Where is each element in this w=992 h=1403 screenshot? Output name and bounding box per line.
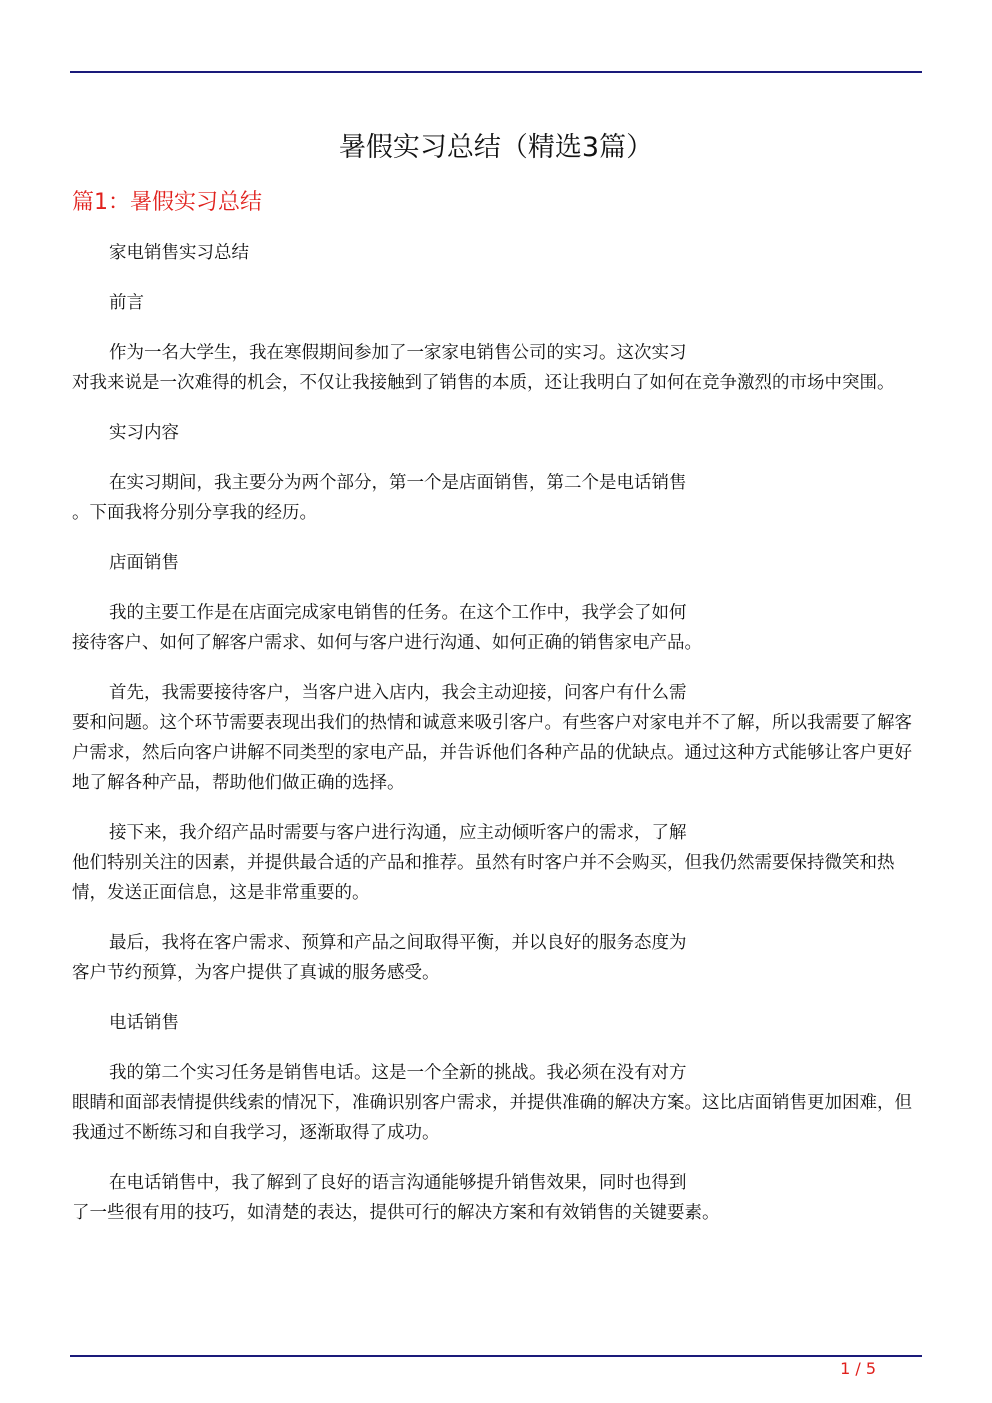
paragraph [72, 818, 914, 908]
paragraph-first-line: 在实习期间，我主要分为两个部分，第一个是店面销售，第二个是电话销售 [109, 473, 687, 493]
footer-rule [70, 1355, 922, 1357]
paragraph [72, 468, 914, 528]
paragraph-continuation: 。下面我将分别分享我的经历。 [72, 503, 317, 523]
document-body [72, 238, 914, 1248]
paragraph-continuation: 客户节约预算，为客户提供了真诚的服务感受。 [72, 963, 440, 983]
paragraph-continuation: 接待客户、如何了解客户需求、如何与客户进行沟通、如何正确的销售家电产品。 [72, 633, 702, 653]
paragraph [72, 338, 914, 398]
paragraph [72, 598, 914, 658]
paragraph-first-line: 在电话销售中，我了解到了良好的语言沟通能够提升销售效果，同时也得到 [109, 1173, 687, 1193]
document-title: 暑假实习总结（精选3篇） [338, 132, 654, 163]
heading-store-sales: 店面销售 [109, 553, 179, 573]
heading-phone-sales: 电话销售 [109, 1013, 179, 1033]
paragraph-continuation: 要和问题。这个环节需要表现出我们的热情和诚意来吸引客户。有些客户对家电并不了解，所以我需要了解客户需求，然后向客户讲解不同类型的家电产品，并告诉他们各种产品的优缺点。通过这种方式能够让客户更好地了解各种产品，帮助他们做正确的选择。 [72, 713, 912, 793]
paragraph [72, 1058, 914, 1148]
page-number: 1 / 5 [840, 1359, 876, 1378]
section-title: 篇1：暑假实习总结 [72, 190, 262, 215]
header-rule [70, 71, 922, 73]
paragraph-first-line: 最后，我将在客户需求、预算和产品之间取得平衡，并以良好的服务态度为 [109, 933, 687, 953]
paragraph-continuation: 了一些很有用的技巧，如清楚的表达，提供可行的解决方案和有效销售的关键要素。 [72, 1203, 720, 1223]
paragraph [72, 678, 914, 798]
paragraph-continuation: 他们特别关注的因素，并提供最合适的产品和推荐。虽然有时客户并不会购买，但我仍然需要保持微笑和热情，发送正面信息，这是非常重要的。 [72, 853, 895, 903]
paragraph [72, 1168, 914, 1228]
paragraph-first-line: 我的主要工作是在店面完成家电销售的任务。在这个工作中，我学会了如何 [109, 603, 687, 623]
paragraph-first-line: 作为一名大学生，我在寒假期间参加了一家家电销售公司的实习。这次实习 [109, 343, 687, 363]
heading-preface: 前言 [109, 293, 144, 313]
paragraph-first-line: 接下来，我介绍产品时需要与客户进行沟通，应主动倾听客户的需求，了解 [109, 823, 687, 843]
paragraph-continuation: 眼睛和面部表情提供线索的情况下，准确识别客户需求，并提供准确的解决方案。这比店面销售更加困难，但我通过不断练习和自我学习，逐渐取得了成功。 [72, 1093, 912, 1143]
paragraph-first-line: 我的第二个实习任务是销售电话。这是一个全新的挑战。我必须在没有对方 [109, 1063, 687, 1083]
paragraph-continuation: 对我来说是一次难得的机会，不仅让我接触到了销售的本质，还让我明白了如何在竞争激烈的市场中突围。 [72, 373, 895, 393]
paragraph-subtitle: 家电销售实习总结 [109, 243, 249, 263]
paragraph [72, 928, 914, 988]
heading-internship-content: 实习内容 [109, 423, 179, 443]
paragraph-first-line: 首先，我需要接待客户，当客户进入店内，我会主动迎接，问客户有什么需 [109, 683, 687, 703]
